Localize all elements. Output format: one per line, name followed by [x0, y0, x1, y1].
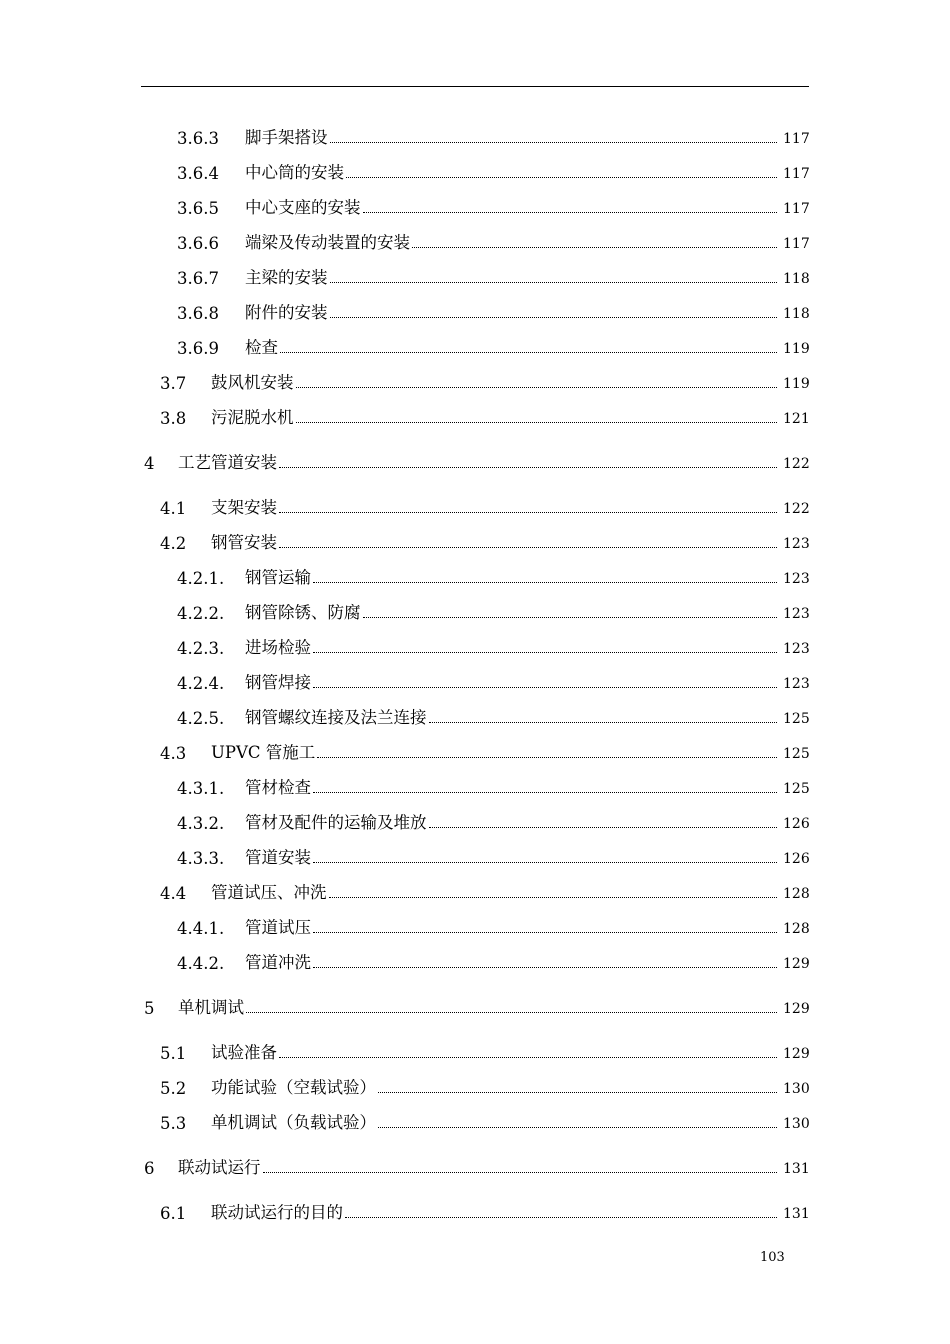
toc-entry-title: 管道试压、冲洗 [211, 883, 327, 902]
toc-entry-title: 钢管除锈、防腐 [245, 603, 361, 622]
toc-entry-title: 污泥脱水机 [211, 408, 294, 427]
toc-entry-number: 4.2 [160, 534, 187, 553]
toc-leader [345, 1217, 777, 1218]
toc-entry-number: 4.1 [160, 499, 187, 518]
toc-entry[interactable] [177, 842, 809, 868]
toc-entry-page: 125 [783, 781, 810, 797]
toc-entry-title: 管道冲洗 [245, 953, 311, 972]
toc-entry[interactable] [177, 562, 809, 588]
toc-entry-number: 3.6.7 [177, 269, 219, 288]
toc-leader [313, 582, 777, 583]
toc-entry-title: 脚手架搭设 [245, 128, 328, 147]
toc-entry[interactable] [144, 447, 809, 473]
toc-entry-number: 4.3 [160, 744, 187, 763]
toc-entry-number: 5.2 [160, 1079, 187, 1098]
toc-leader [313, 687, 777, 688]
toc-entry-number: 3.6.5 [177, 199, 219, 218]
toc-leader [363, 212, 778, 213]
toc-entry-number: 3.6.9 [177, 339, 219, 358]
toc-entry-page: 129 [783, 1001, 810, 1017]
toc-leader [378, 1092, 777, 1093]
toc-entry-number: 4.4.2. [177, 954, 225, 973]
header-rule [141, 86, 809, 87]
toc-entry-page: 128 [783, 886, 810, 902]
toc-entry[interactable] [177, 192, 809, 218]
toc-leader [313, 932, 777, 933]
toc-entry[interactable] [177, 912, 809, 938]
toc-entry-number: 3.6.6 [177, 234, 219, 253]
toc-leader [280, 352, 777, 353]
toc-entry-title: 联动试运行 [178, 1158, 261, 1177]
toc-entry-page: 123 [783, 676, 810, 692]
toc-entry-page: 125 [783, 746, 810, 762]
toc-leader [263, 1172, 778, 1173]
toc-entry-number: 4.3.3. [177, 849, 225, 868]
toc-entry[interactable] [177, 702, 809, 728]
toc-entry-page: 122 [783, 501, 810, 517]
toc-entry[interactable] [177, 157, 809, 183]
toc-entry-number: 3.6.4 [177, 164, 219, 183]
toc-entry-number: 6.1 [160, 1204, 187, 1223]
toc-entry-title: 功能试验（空载试验） [211, 1078, 376, 1097]
toc-entry[interactable] [160, 1197, 809, 1223]
toc-entry-page: 123 [783, 606, 810, 622]
toc-leader [346, 177, 777, 178]
toc-leader [313, 792, 777, 793]
toc-entry-page: 119 [783, 341, 810, 357]
toc-entry-page: 117 [783, 201, 810, 217]
toc-leader [378, 1127, 777, 1128]
toc-leader [330, 282, 778, 283]
toc-entry[interactable] [160, 1107, 809, 1133]
toc-entry-title: 中心筒的安装 [245, 163, 344, 182]
toc-entry-number: 4.3.1. [177, 779, 225, 798]
toc-leader [412, 247, 777, 248]
toc-entry-page: 117 [783, 166, 810, 182]
toc-entry[interactable] [160, 737, 809, 763]
toc-entry[interactable] [177, 947, 809, 973]
toc-entry[interactable] [177, 227, 809, 253]
toc-entry[interactable] [160, 1072, 809, 1098]
toc-entry-title: 管道试压 [245, 918, 311, 937]
toc-entry-title: 鼓风机安装 [211, 373, 294, 392]
toc-entry-number: 3.6.8 [177, 304, 219, 323]
toc-entry[interactable] [144, 992, 809, 1018]
toc-entry[interactable] [177, 632, 809, 658]
toc-entry-title: 管材检查 [245, 778, 311, 797]
toc-leader [330, 142, 778, 143]
toc-entry-number: 5 [144, 999, 155, 1018]
toc-entry-page: 129 [783, 956, 810, 972]
toc-entry-number: 5.1 [160, 1044, 187, 1063]
toc-entry-page: 130 [783, 1081, 810, 1097]
toc-entry-number: 4.4.1. [177, 919, 225, 938]
toc-entry-number: 3.8 [160, 409, 187, 428]
toc-entry-title: 端梁及传动装置的安装 [245, 233, 410, 252]
toc-entry-page: 121 [783, 411, 810, 427]
toc-entry[interactable] [144, 1152, 809, 1178]
toc-entry-number: 4.2.4. [177, 674, 225, 693]
toc-entry-number: 6 [144, 1159, 155, 1178]
toc-entry-page: 118 [783, 306, 810, 322]
toc-entry[interactable] [177, 807, 809, 833]
toc-entry-number: 4 [144, 454, 155, 473]
toc-leader [363, 617, 778, 618]
toc-entry[interactable] [177, 597, 809, 623]
toc-leader [313, 862, 777, 863]
toc-leader [330, 317, 778, 318]
toc-entry-page: 125 [783, 711, 810, 727]
toc-entry-number: 4.2.3. [177, 639, 225, 658]
toc-entry-page: 123 [783, 571, 810, 587]
toc-entry[interactable] [177, 332, 809, 358]
toc-entry-title: 附件的安装 [245, 303, 328, 322]
toc-leader [317, 757, 777, 758]
toc-entry-title: 中心支座的安装 [245, 198, 361, 217]
toc-entry-title: 工艺管道安装 [178, 453, 277, 472]
page-number: 103 [760, 1250, 785, 1265]
toc-entry-title: 钢管螺纹连接及法兰连接 [245, 708, 427, 727]
toc-entry-number: 4.2.2. [177, 604, 225, 623]
toc-entry-title: 支架安装 [211, 498, 277, 517]
toc-entry[interactable] [160, 1037, 809, 1063]
toc-entry-title: 进场检验 [245, 638, 311, 657]
toc-entry-page: 117 [783, 236, 810, 252]
toc-entry-title: 钢管安装 [211, 533, 277, 552]
toc-entry-page: 123 [783, 641, 810, 657]
toc-entry-number: 5.3 [160, 1114, 187, 1133]
toc-entry[interactable] [177, 667, 809, 693]
toc-leader [429, 722, 778, 723]
toc-entry[interactable] [160, 367, 809, 393]
toc-entry[interactable] [160, 527, 809, 553]
toc-leader [279, 512, 777, 513]
toc-entry-title: 管道安装 [245, 848, 311, 867]
toc-entry-page: 118 [783, 271, 810, 287]
toc-entry-number: 4.2.1. [177, 569, 225, 588]
toc-entry-title: 管材及配件的运输及堆放 [245, 813, 427, 832]
toc-entry-number: 3.6.3 [177, 129, 219, 148]
toc-entry-page: 117 [783, 131, 810, 147]
toc-leader [246, 1012, 777, 1013]
toc-entry-title: 主梁的安装 [245, 268, 328, 287]
toc-entry[interactable] [160, 492, 809, 518]
toc-entry-title: 检查 [245, 338, 278, 357]
toc-leader [329, 897, 778, 898]
toc-entry[interactable] [160, 402, 809, 428]
toc-leader [296, 422, 778, 423]
toc-leader [279, 467, 777, 468]
toc-entry[interactable] [160, 877, 809, 903]
toc-leader [313, 652, 777, 653]
toc-entry-page: 122 [783, 456, 810, 472]
toc-entry-title: 单机调试 [178, 998, 244, 1017]
toc-entry-number: 4.2.5. [177, 709, 225, 728]
toc-entry-page: 130 [783, 1116, 810, 1132]
toc-entry-page: 131 [783, 1161, 810, 1177]
toc-entry-number: 4.3.2. [177, 814, 225, 833]
toc-entry-page: 126 [783, 851, 810, 867]
toc-entry-page: 126 [783, 816, 810, 832]
toc-entry-title: 试验准备 [211, 1043, 277, 1062]
toc-entry-title: 单机调试（负载试验） [211, 1113, 376, 1132]
toc-entry-page: 119 [783, 376, 810, 392]
toc-leader [429, 827, 778, 828]
toc-leader [279, 1057, 777, 1058]
toc-leader [279, 547, 777, 548]
toc-entry-number: 3.7 [160, 374, 187, 393]
toc-entry-title: 钢管运输 [245, 568, 311, 587]
toc-entry-title: 钢管焊接 [245, 673, 311, 692]
toc-entry-page: 131 [783, 1206, 810, 1222]
toc-entry-title: UPVC 管施工 [211, 743, 316, 762]
toc-entry-page: 123 [783, 536, 810, 552]
toc-entry-page: 129 [783, 1046, 810, 1062]
toc-leader [313, 967, 777, 968]
toc-entry[interactable] [177, 772, 809, 798]
toc-entry-title: 联动试运行的目的 [211, 1203, 343, 1222]
toc-entry[interactable] [177, 262, 809, 288]
toc-entry[interactable] [177, 122, 809, 148]
toc-entry[interactable] [177, 297, 809, 323]
toc-entry-page: 128 [783, 921, 810, 937]
toc-leader [296, 387, 778, 388]
toc-entry-number: 4.4 [160, 884, 187, 903]
